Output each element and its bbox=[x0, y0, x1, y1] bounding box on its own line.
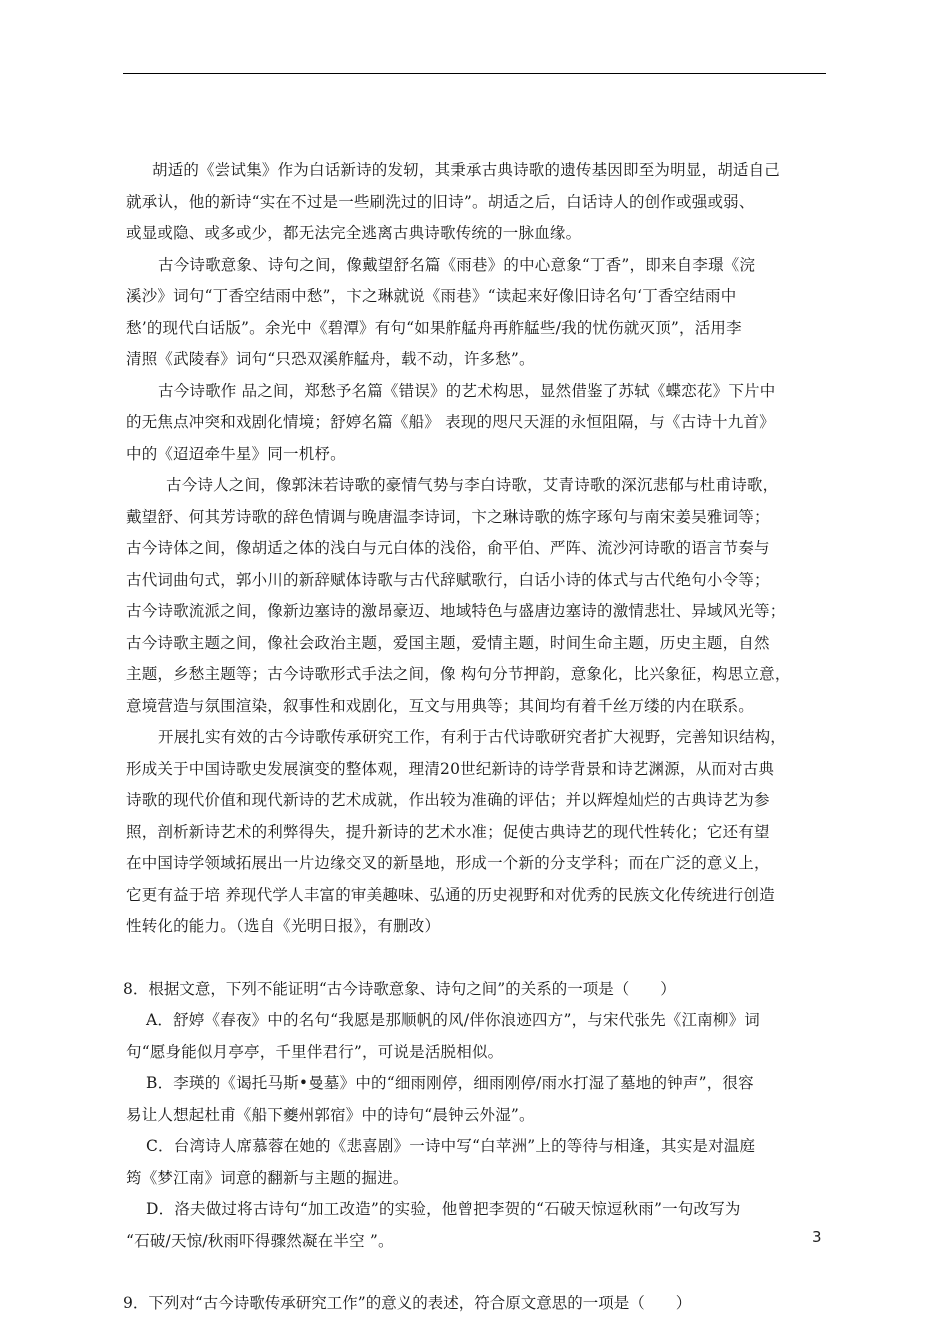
paragraph-line: 胡适的《尝试集》作为白话新诗的发轫，其秉承古典诗歌的遗传基因即至为明显，胡适自己 bbox=[152, 161, 781, 179]
article-body bbox=[123, 155, 826, 1320]
paragraph-line: 古今诗体之间，像胡适之体的浅白与元白体的浅俗，俞平伯、严阵、流沙河诗歌的语言节奏与 bbox=[126, 539, 770, 557]
paragraph-line: 诗歌的现代价值和现代新诗的艺术成就，作出较为准确的评估；并以辉煌灿烂的古典诗艺为参 bbox=[126, 791, 770, 809]
paragraph-line: 在中国诗学领域拓展出一片边缘交叉的新垦地，形成一个新的分支学科；而在广泛的意义上， bbox=[126, 854, 770, 872]
option-b-line: B．李瑛的《谒托马斯•曼墓》中的“细雨刚停，细雨刚停/雨水打湿了墓地的钟声”，很容 bbox=[146, 1074, 754, 1092]
header-rule bbox=[123, 73, 826, 74]
paragraph-line: 古今诗歌流派之间，像新边塞诗的激昂豪迈、地域特色与盛唐边塞诗的激情悲壮、异域风光等； bbox=[126, 602, 786, 620]
option-c-line: C．台湾诗人席慕蓉在她的《悲喜剧》一诗中写“白苹洲”上的等待与相逢，其实是对温庭 bbox=[146, 1137, 756, 1155]
paragraph-line: 性转化的能力。（选自《光明日报》，有删改） bbox=[126, 917, 441, 935]
paragraph-line: 照，剖析新诗艺术的利弊得失，提升新诗的艺术水准；促使古典诗艺的现代性转化；它还有望 bbox=[126, 822, 770, 841]
option-a-line: 句“愿身能似月亭亭，千里伴君行”，可说是活脱相似。 bbox=[126, 1042, 504, 1061]
paragraph-line: 主题，乡愁主题等；古今诗歌形式手法之间，像 构句分节押韵，意象化，比兴象征，构思立意， bbox=[126, 665, 791, 683]
option-d-line: “石破/天惊/秋雨吓得骤然凝在半空 ”。 bbox=[126, 1231, 394, 1250]
option-b-line: 易让人想起杜甫《船下夔州郭宿》中的诗句“晨钟云外湿”。 bbox=[126, 1105, 535, 1124]
spacer bbox=[126, 1257, 826, 1288]
paragraph-line: 开展扎实有效的古今诗歌传承研究工作，有利于古代诗歌研究者扩大视野，完善知识结构， bbox=[158, 728, 787, 746]
question-9-stem: 9．下列对“古今诗歌传承研究工作”的意义的表述，符合原文意思的一项是（ ） bbox=[123, 1294, 692, 1312]
spacer bbox=[126, 943, 826, 974]
option-a-line: A．舒婷《春夜》中的名句“我愿是那顺帆的风/伴你浪迹四方”，与宋代张先《江南柳》词 bbox=[146, 1011, 760, 1029]
paragraph-line: 就承认，他的新诗“实在不过是一些刷洗过的旧诗”。胡适之后，白话诗人的创作或强或弱、 bbox=[126, 192, 755, 211]
paragraph-line: 戴望舒、何其芳诗歌的辞色情调与晚唐温李诗词，卞之琳诗歌的炼字琢句与南宋姜吴雅词等； bbox=[126, 507, 770, 526]
paragraph-line: 古今诗歌意象、诗句之间，像戴望舒名篇《雨巷》的中心意象“丁香”，即来自李璟《浣 bbox=[158, 255, 756, 274]
option-d-line: D．洛夫做过将古诗句“加工改造”的实验，他曾把李贺的“石破天惊逗秋雨”一句改写为 bbox=[146, 1200, 741, 1218]
paragraph-line: 古代词曲句式，郭小川的新辞赋体诗歌与古代辞赋歌行，白话小诗的体式与古代绝句小令等； bbox=[126, 570, 770, 589]
paragraph-line: 清照《武陵春》词句“只恐双溪舴艋舟，载不动，许多愁”。 bbox=[126, 350, 535, 368]
paragraph-line: 古今诗歌作 品之间，郑愁予名篇《错误》的艺术构思，显然借鉴了苏轼《蝶恋花》下片中 bbox=[158, 381, 776, 400]
paragraph-line: 溪沙》词句“丁香空结雨中愁”，卞之琳就说《雨巷》“读起来好像旧诗名句‘丁香空结雨中 bbox=[126, 287, 737, 305]
paragraph-line: 意境营造与氛围渲染，叙事性和戏剧化，互文与用典等；其间均有着千丝万缕的内在联系。 bbox=[126, 696, 755, 715]
option-c-line: 筠《梦江南》词意的翻新与主题的掘进。 bbox=[126, 1168, 409, 1187]
paragraph-line: 中的《迢迢牵牛星》同一机杼。 bbox=[126, 444, 346, 463]
paragraph-line: 古今诗人之间，像郭沫若诗歌的豪情气势与李白诗歌，艾青诗歌的深沉悲郁与杜甫诗歌， bbox=[166, 476, 779, 494]
paragraph-line: 愁’的现代白话版”。余光中《碧潭》有句“如果舴艋舟再舴艋些/我的忧伤就灭顶”，活用李 bbox=[126, 318, 742, 337]
paragraph-line: 或显或隐、或多或少，都无法完全逃离古典诗歌传统的一脉血缘。 bbox=[126, 224, 582, 242]
paragraph-line: 古今诗歌主题之间，像社会政治主题，爱国主题，爱情主题，时间生命主题，历史主题，自然 bbox=[126, 633, 770, 652]
paragraph-line: 它更有益于培 养现代学人丰富的审美趣味、弘通的历史视野和对优秀的民族文化传统进行创造 bbox=[126, 885, 775, 904]
question-8-stem: 8．根据文意，下列不能证明“古今诗歌意象、诗句之间”的关系的一项是（ ） bbox=[123, 979, 676, 998]
page-number: 3 bbox=[812, 1228, 822, 1246]
paragraph-line: 形成关于中国诗歌史发展演变的整体观，理清20世纪新诗的诗学背景和诗艺渊源，从而对古典 bbox=[126, 759, 775, 778]
paragraph-line: 的无焦点冲突和戏剧化情境；舒婷名篇《船》 表现的咫尺天涯的永恒阻隔，与《古诗十九首》 bbox=[126, 413, 775, 431]
